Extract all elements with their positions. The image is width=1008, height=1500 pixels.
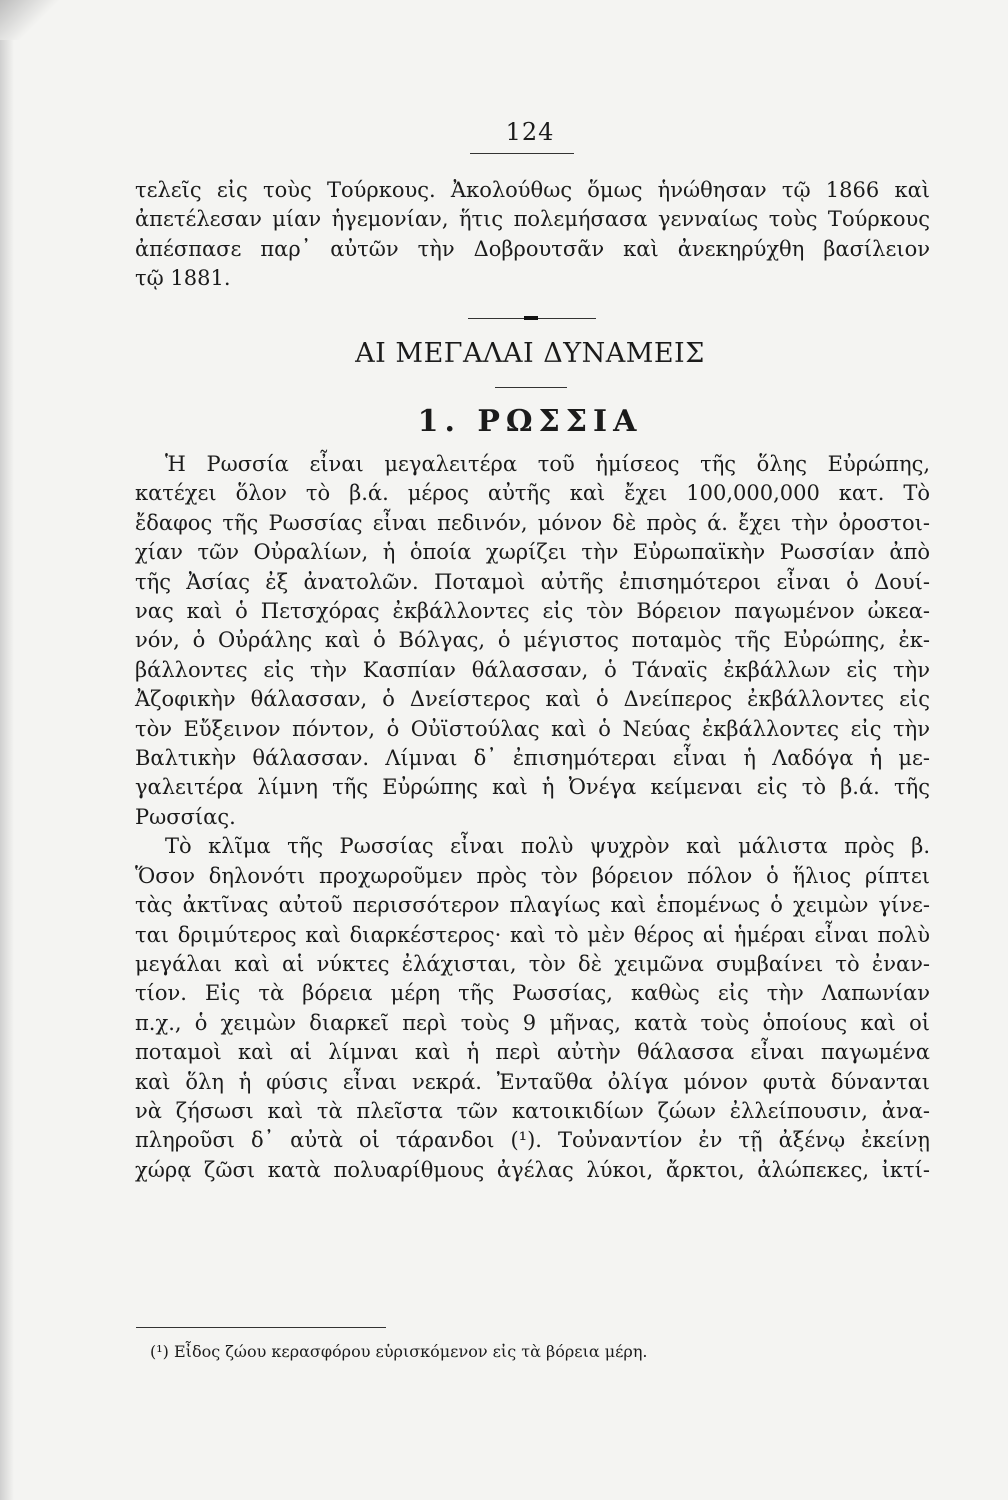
text-line: γαλειτέρα λίμνη τῆς Εὐρώπης καὶ ἡ Ὀνέγα κείμεναι εἰς τὸ β.ά. τῆς — [135, 775, 930, 800]
text-line: βάλλοντες εἰς τὴν Κασπίαν θάλασσαν, ὁ Τάναϊς ἐκβάλλων εἰς τὴν — [135, 657, 930, 682]
text-line: νας καὶ ὁ Πετσχόρας ἐκβάλλοντες εἰς τὸν Βόρειον παγωμένον ὠκεα- — [135, 599, 930, 624]
text-line: μεγάλαι καὶ αἱ νύκτες ἐλάχισται, τὸν δὲ χειμῶνα συμβαίνει τὸ ἐναν- — [135, 951, 930, 976]
text-line: τελεῖς εἰς τοὺς Τούρκους. Ἀκολούθως ὅμως ἡνώθησαν τῷ 1866 καὶ — [135, 178, 930, 202]
text-line: Τὸ κλῖμα τῆς Ρωσσίας εἶναι πολὺ ψυχρὸν καὶ μάλιστα πρὸς β. — [165, 834, 930, 859]
subsection-title: 1. ΡΩΣΣΙΑ — [417, 404, 643, 439]
footnote: (¹) Εἶδος ζώου κερασφόρου εὑρισκόμενον εἰς τὰ βόρεια μέρη. — [150, 1342, 648, 1361]
text-line: Ρωσσίας. — [135, 804, 236, 829]
text-line: πληροῦσι δ᾽ αὐτὰ οἱ τάρανδοι (¹). Τοὐναντίον ἐν τῇ ἀξένῳ ἐκείνῃ — [135, 1128, 930, 1153]
page-number-rule — [470, 153, 574, 154]
page-edge — [0, 0, 14, 1500]
section-title: ΑΙ ΜΕΓΑΛΑΙ ΔΥΝΑΜΕΙΣ — [355, 338, 705, 369]
text-line: ἀπέσπασε παρ᾽ αὐτῶν τὴν Δοβρουτσᾶν καὶ ἀνεκηρύχθη βασίλειον — [135, 236, 930, 261]
text-line: ἀπετέλεσαν μίαν ἡγεμονίαν, ἥτις πολεμήσασα γενναίως τοὺς Τούρκους — [135, 207, 930, 232]
text-line: ποταμοὶ καὶ αἱ λίμναι καὶ ἡ περὶ αὐτὴν θάλασσα εἶναι παγωμένα — [135, 1040, 930, 1065]
text-line: χώρᾳ ζῶσι κατὰ πολυαρίθμους ἀγέλας λύκοι, ἄρκτοι, ἀλώπεκες, ἰκτί- — [135, 1157, 930, 1182]
intro-paragraph — [135, 176, 930, 294]
page-corner-shadow — [0, 0, 60, 40]
text-line: Ἡ Ρωσσία εἶναι μεγαλειτέρα τοῦ ἡμίσεος τῆς ὅλης Εὐρώπης, — [165, 452, 930, 476]
text-line: χίαν τῶν Οὐραλίων, ἡ ὁποία χωρίζει τὴν Εὐρωπαϊκὴν Ρωσσίαν ἀπὸ — [135, 540, 930, 565]
text-line: καὶ ὅλη ἡ φύσις εἶναι νεκρά. Ἐνταῦθα ὀλίγα μόνον φυτὰ δύνανται — [135, 1069, 930, 1094]
footnote-rule — [136, 1327, 386, 1328]
text-line: ται δριμύτερος καὶ διαρκέστερος· καὶ τὸ μὲν θέρος αἱ ἡμέραι εἶναι πολὺ — [135, 922, 930, 947]
text-line: ἔδαφος τῆς Ρωσσίας εἶναι πεδινόν, μόνον δὲ πρὸς ά. ἔχει τὴν ὀροστοι- — [135, 510, 930, 535]
text-line: τῆς Ἀσίας ἐξ ἀνατολῶν. Ποταμοὶ αὐτῆς ἐπισημότεροι εἶναι ὁ Δουί- — [135, 569, 930, 594]
text-line: τῷ 1881. — [135, 266, 231, 291]
text-line: Ἀζοφικὴν θάλασσαν, ὁ Δνείστερος καὶ ὁ Δνείπερος ἐκβάλλοντες εἰς — [135, 687, 930, 712]
text-line: τὸν Εὔξεινον πόντον, ὁ Οὐϊστούλας καὶ ὁ Νεύας ἐκβάλλοντες εἰς τὴν — [135, 716, 930, 741]
text-line: Ὅσον δηλονότι προχωροῦμεν πρὸς τὸν βόρειον πόλον ὁ ἥλιος ρίπτει — [135, 863, 930, 888]
text-line: νόν, ὁ Οὐράλης καὶ ὁ Βόλγας, ὁ μέγιστος ποταμὸς τῆς Εὐρώπης, ἐκ- — [135, 628, 930, 653]
text-line: κατέχει ὅλον τὸ β.ά. μέρος αὐτῆς καὶ ἔχει 100,000,000 κατ. Τὸ — [135, 481, 930, 506]
title-underline — [495, 387, 567, 388]
main-text — [135, 450, 930, 1185]
text-line: τὰς ἀκτῖνας αὐτοῦ περισσότερον πλαγίως καὶ ἑπομένως ὁ χειμὼν γίνε- — [135, 893, 930, 918]
text-line: νὰ ζήσωσι καὶ τὰ πλεῖστα τῶν κατοικιδίων ζώων ἐλλείπουσιν, ἀνα- — [135, 1098, 930, 1123]
section-divider — [468, 318, 596, 319]
text-line: π.χ., ὁ χειμὼν διαρκεῖ περὶ τοὺς 9 μῆνας, κατὰ τοὺς ὁποίους καὶ οἱ — [135, 1010, 930, 1035]
text-line: Βαλτικὴν θάλασσαν. Λίμναι δ᾽ ἐπισημότεραι εἶναι ἡ Λαδόγα ἡ με- — [135, 746, 930, 771]
text-line: τίον. Εἰς τὰ βόρεια μέρη τῆς Ρωσσίας, καθὼς εἰς τὴν Λαπωνίαν — [135, 981, 930, 1006]
page-number: 124 — [505, 118, 555, 146]
